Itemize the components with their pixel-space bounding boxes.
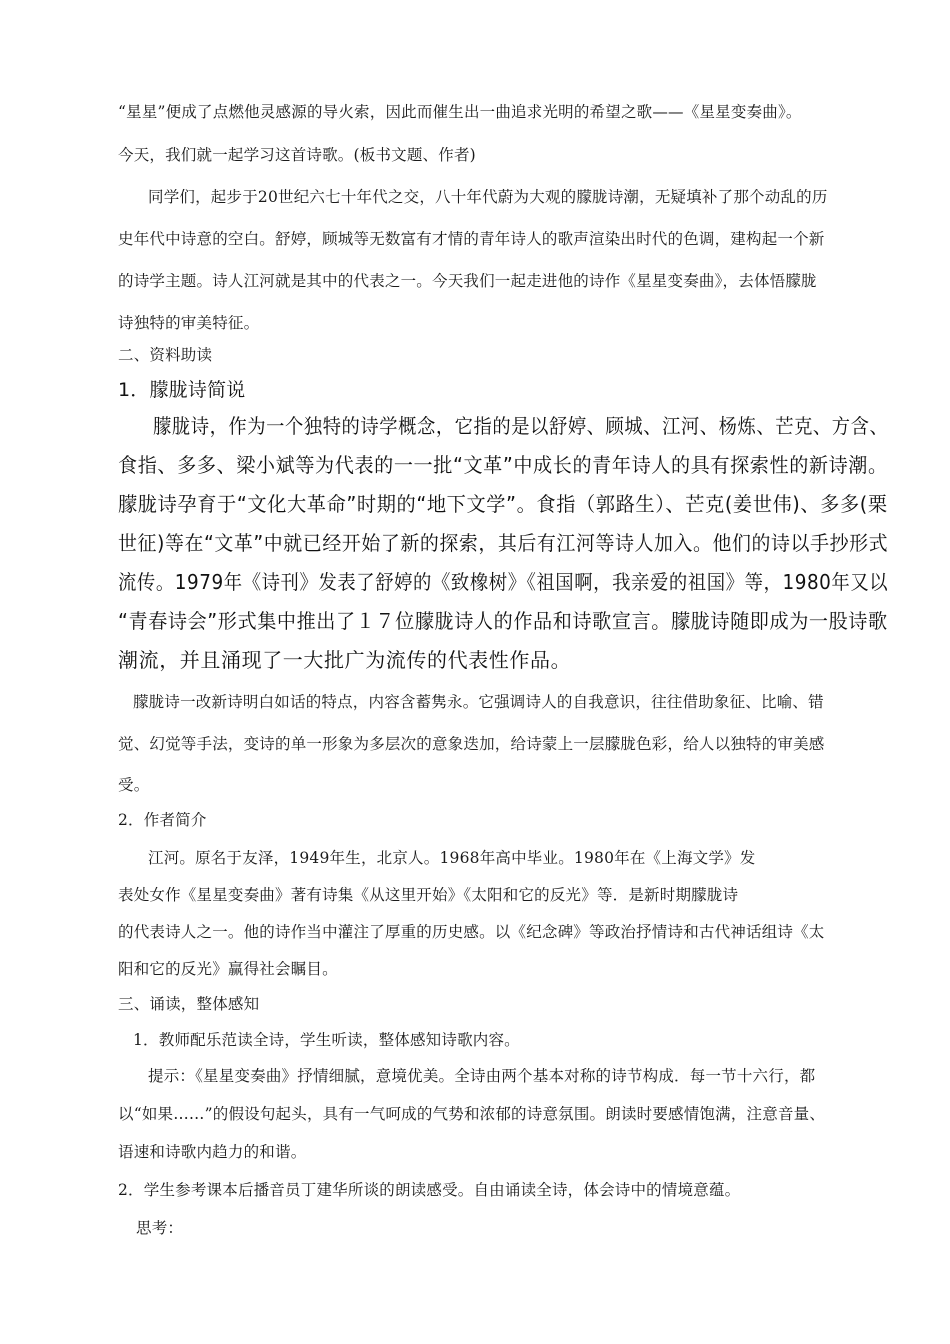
author-line-1: 江河。原名于友泽，1949年生，北京人。1968年高中毕业。1980年在《上海文学》发: [148, 849, 756, 867]
section3-item-1: 1．教师配乐范读全诗，学生听读，整体感知诗歌内容。: [133, 1031, 520, 1049]
section-heading-2: 二、资料助读: [118, 346, 213, 364]
author-line-2: 表处女作《星星变奏曲》著有诗集《从这里开始》《太阳和它的反光》等．是新时期朦胧诗: [118, 886, 739, 904]
think-label: 思考：: [136, 1219, 184, 1237]
menglong-extra-line-2: 觉、幻觉等手法，变诗的单一形象为多层次的意象迭加，给诗蒙上一层朦胧色彩，给人以独特的审美感: [118, 735, 825, 753]
menglong-line-4: 世征)等在“文革”中就已经开始了新的探索，其后有江河等诗人加入。他们的诗以手抄形式: [118, 531, 889, 555]
intro-line-6: 诗独特的审美特征。: [118, 314, 260, 332]
menglong-line-1: 朦胧诗，作为一个独特的诗学概念，它指的是以舒婷、顾城、江河、杨炼、芒克、方含、: [153, 414, 889, 438]
hint-line-2: 以“如果……”的假设句起头，具有一气呵成的气势和浓郁的诗意氛围。朗读时要感情饱满，注意音量、: [118, 1105, 826, 1123]
intro-line-5: 的诗学主题。诗人江河就是其中的代表之一。今天我们一起走进他的诗作《星星变奏曲》，去体悟朦胧: [118, 272, 817, 290]
section3-item-2: 2．学生参考课本后播音员丁建华所谈的朗读感受。自由诵读全诗，体会诗中的情境意蕴。: [118, 1181, 741, 1199]
intro-line-4: 史年代中诗意的空白。舒婷，顾城等无数富有才情的青年诗人的歌声渲染出时代的色调，建构起一个新: [118, 230, 825, 248]
menglong-line-3: 朦胧诗孕育于“文化大革命”时期的“地下文学”。食指（郭路生）、芒克(姜世伟)、多多(栗: [118, 492, 888, 516]
author-line-3: 的代表诗人之一。他的诗作当中灌注了厚重的历史感。以《纪念碑》等政治抒情诗和古代神话组诗《太: [118, 923, 825, 941]
section-heading-3: 三、诵读，整体感知: [118, 995, 260, 1013]
subsection-heading-author: 2．作者简介: [118, 811, 207, 829]
menglong-extra-line-1: 朦胧诗一改新诗明白如话的特点，内容含蓄隽永。它强调诗人的自我意识，往往借助象征、比喻、错: [133, 693, 824, 711]
menglong-extra-line-3: 受。: [118, 776, 150, 794]
hint-line-3: 语速和诗歌内趋力的和谐。: [118, 1143, 307, 1161]
hint-line-1: 提示：《星星变奏曲》抒情细腻，意境优美。全诗由两个基本对称的诗节构成．每一节十六行，都: [148, 1067, 816, 1085]
intro-line-2: 今天，我们就一起学习这首诗歌。(板书文题、作者): [118, 146, 476, 164]
menglong-line-5: 流传。1979年《诗刊》发表了舒婷的《致橡树》《祖国啊，我亲爱的祖国》等，1980年又以: [118, 570, 889, 594]
menglong-line-2: 食指、多多、梁小斌等为代表的一一批“文革”中成长的青年诗人的具有探索性的新诗潮。: [118, 453, 888, 477]
author-line-4: 阳和它的反光》赢得社会瞩目。: [118, 960, 338, 978]
intro-line-3: 同学们，起步于20世纪六七十年代之交，八十年代蔚为大观的朦胧诗潮，无疑填补了那个动乱的历: [148, 188, 828, 206]
menglong-line-7: 潮流，并且涌现了一大批广为流传的代表性作品。: [118, 648, 572, 672]
menglong-line-6: “青春诗会”形式集中推出了１７位朦胧诗人的作品和诗歌宣言。朦胧诗随即成为一股诗歌: [118, 609, 888, 633]
intro-line-1: “星星”便成了点燃他灵感源的导火索，因此而催生出一曲追求光明的希望之歌——《星星变奏曲》。: [118, 103, 802, 121]
subsection-heading-menglong: 1．朦胧诗简说: [118, 379, 246, 401]
